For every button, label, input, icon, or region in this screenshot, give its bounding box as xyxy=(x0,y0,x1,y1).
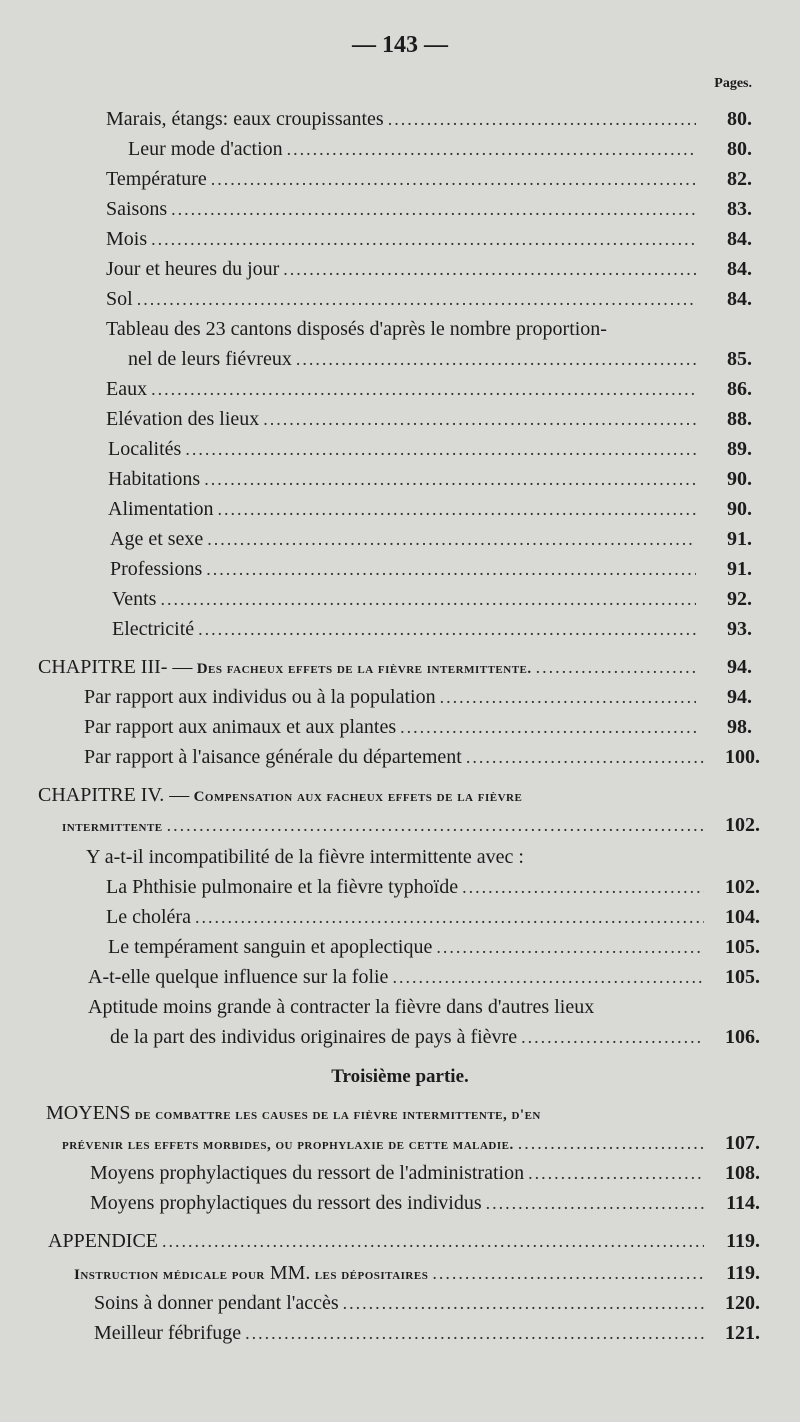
toc-entry-text: MOYENS xyxy=(46,1102,131,1124)
toc-entry xyxy=(106,194,752,224)
toc-entry xyxy=(106,254,752,284)
toc-entry xyxy=(128,344,752,374)
leader-dots xyxy=(204,464,696,494)
toc-entry xyxy=(74,1258,760,1288)
toc-entry-text: Habitations xyxy=(108,468,201,490)
toc-entry-title xyxy=(128,344,292,374)
toc-entry-title xyxy=(86,842,524,872)
leader-dots xyxy=(245,1318,704,1348)
toc-entry xyxy=(46,1098,696,1128)
leader-dots xyxy=(536,652,696,682)
toc-entry-page: 84. xyxy=(727,228,752,250)
toc-entry xyxy=(94,1318,760,1348)
leader-dots xyxy=(162,1226,704,1256)
toc-entry xyxy=(106,872,760,902)
toc-entry-page: 104. xyxy=(725,906,760,928)
toc-entry-smallcaps: Instruction médicale pour xyxy=(74,1267,265,1283)
toc-entry-title xyxy=(88,962,388,992)
toc-entry-page: 93. xyxy=(727,618,752,640)
toc-entry-page: 82. xyxy=(727,168,752,190)
leader-dots xyxy=(432,1258,704,1288)
toc-entry-title xyxy=(106,374,147,404)
toc-entry-text: CHAPITRE IV. — xyxy=(38,784,190,806)
toc-entry-page: 89. xyxy=(727,438,752,460)
toc-entry-text: Eaux xyxy=(106,378,148,400)
leader-dots xyxy=(151,374,696,404)
toc-entry-title xyxy=(106,284,133,314)
toc-entry-text: Saisons xyxy=(106,198,168,220)
toc-entry xyxy=(106,374,752,404)
toc-entry xyxy=(112,614,752,644)
pages-column-label: Pages. xyxy=(714,76,752,91)
leader-dots xyxy=(283,254,696,284)
toc-entry-text: Marais, étangs: eaux croupissantes xyxy=(106,108,384,130)
toc-entry-smallcaps: de combattre les causes de la fièvre intermittente, d'en xyxy=(130,1107,541,1123)
toc-entry-text: Le choléra xyxy=(106,906,191,928)
toc-entry-page: 114. xyxy=(726,1192,760,1214)
toc-entry-title xyxy=(84,682,436,712)
toc-entry-smallcaps: les dépositaires xyxy=(310,1267,429,1283)
toc-entry-title xyxy=(90,1188,482,1218)
toc-entry-title xyxy=(90,1158,524,1188)
toc-entry xyxy=(110,524,752,554)
toc-entry-text: Meilleur fébrifuge xyxy=(94,1322,242,1344)
leader-dots xyxy=(343,1288,704,1318)
toc-entry-title xyxy=(106,224,147,254)
toc-entry-page: 98. xyxy=(727,716,752,738)
toc-entry-page: 83. xyxy=(727,198,752,220)
toc-entry xyxy=(86,842,696,872)
toc-entry-page: 84. xyxy=(727,288,752,310)
leader-dots xyxy=(392,962,704,992)
toc-entry-text: Leur mode d'action xyxy=(128,138,283,160)
toc-entry-title xyxy=(48,1226,158,1256)
toc-entry-smallcaps: Compensation aux facheux effets de la fièvre xyxy=(189,789,523,805)
toc-entry-page: 92. xyxy=(727,588,752,610)
toc-entry-title xyxy=(108,494,214,524)
toc-entry-title xyxy=(38,780,522,812)
toc-entry xyxy=(106,224,752,254)
leader-dots xyxy=(518,1128,704,1158)
toc-entry xyxy=(90,1158,760,1188)
toc-entry-page: 106. xyxy=(725,1026,760,1048)
toc-entry xyxy=(108,464,752,494)
leader-dots xyxy=(486,1188,704,1218)
toc-entry xyxy=(88,992,696,1022)
toc-entry-title xyxy=(94,1288,339,1318)
toc-entry xyxy=(108,494,752,524)
toc-entry-text: Localités xyxy=(108,438,182,460)
toc-entry-title xyxy=(112,584,156,614)
toc-entry-text: Moyens prophylactiques du ressort de l'administration xyxy=(90,1162,525,1184)
leader-dots xyxy=(462,872,704,902)
toc-entry-text: MM. xyxy=(264,1262,311,1284)
toc-entry-page: 108. xyxy=(725,1162,760,1184)
toc-entry-title xyxy=(106,254,279,284)
leader-dots xyxy=(207,524,696,554)
toc-entry-page: 94. xyxy=(727,656,752,678)
toc-entry-page: 105. xyxy=(725,936,760,958)
toc-entry-text: A-t-elle quelque influence sur la folie xyxy=(88,966,389,988)
leader-dots xyxy=(198,614,696,644)
toc-entry-page: 121. xyxy=(725,1322,760,1344)
leader-dots xyxy=(263,404,696,434)
toc-entry-page: 80. xyxy=(727,138,752,160)
toc-entry-title xyxy=(94,1318,241,1348)
toc-entry-text: Mois xyxy=(106,228,148,250)
toc-entry xyxy=(110,554,752,584)
toc-entry-title xyxy=(128,134,283,164)
toc-entry-page: 91. xyxy=(727,528,752,550)
toc-entry-page: 91. xyxy=(727,558,752,580)
toc-entry-title xyxy=(106,902,191,932)
toc-entry xyxy=(112,584,752,614)
toc-entry-text: nel de leurs fiévreux xyxy=(128,348,292,370)
toc-entry-page: 80. xyxy=(727,108,752,130)
leader-dots xyxy=(167,810,704,840)
toc-entry-page: 119. xyxy=(726,1230,760,1252)
toc-entry-page: 107. xyxy=(725,1132,760,1154)
toc-entry-page: 84. xyxy=(727,258,752,280)
toc-entry-title xyxy=(108,932,432,962)
toc-entry-page: 120. xyxy=(725,1292,760,1314)
toc-entry-title xyxy=(110,554,202,584)
toc-entry xyxy=(62,810,760,840)
leader-dots xyxy=(185,434,696,464)
toc-entry-page: 85. xyxy=(727,348,752,370)
toc-entry xyxy=(94,1288,760,1318)
leader-dots xyxy=(466,742,704,772)
toc-entry-page: 100. xyxy=(725,746,760,768)
toc-entry-text: Professions xyxy=(110,558,203,580)
toc-entry-page: 119. xyxy=(726,1262,760,1284)
toc-entry xyxy=(106,164,752,194)
leader-dots xyxy=(137,284,696,314)
toc-entry-page: 88. xyxy=(727,408,752,430)
toc-entry-smallcaps: prévenir les effets morbides, ou prophylaxie de cette maladie. xyxy=(62,1137,514,1153)
leader-dots xyxy=(528,1158,704,1188)
toc-entry-text: Aptitude moins grande à contracter la fièvre dans d'autres lieux xyxy=(88,996,595,1018)
leader-dots xyxy=(521,1022,704,1052)
toc-entry-page: 102. xyxy=(725,876,760,898)
leader-dots xyxy=(218,494,696,524)
toc-entry-text: Par rapport à l'aisance générale du département xyxy=(84,746,462,768)
toc-entry xyxy=(62,1128,760,1158)
toc-entry xyxy=(128,134,752,164)
leader-dots xyxy=(206,554,696,584)
toc-entry-text: Température xyxy=(106,168,207,190)
toc-entry-page: 105. xyxy=(725,966,760,988)
toc-entry-text: Jour et heures du jour xyxy=(106,258,280,280)
toc-entry-text: Moyens prophylactiques du ressort des individus xyxy=(90,1192,482,1214)
toc-entry-title xyxy=(108,464,200,494)
toc-entry xyxy=(48,1226,760,1256)
leader-dots xyxy=(171,194,696,224)
toc-entry-title xyxy=(88,992,594,1022)
toc-entry xyxy=(88,962,760,992)
leader-dots xyxy=(160,584,696,614)
toc-entry-title xyxy=(106,404,259,434)
toc-entry-text: Vents xyxy=(112,588,157,610)
toc-entry-title xyxy=(106,164,207,194)
leader-dots xyxy=(287,134,696,164)
toc-entry xyxy=(106,902,760,932)
toc-entry-title xyxy=(106,104,384,134)
toc-entry-text: Tableau des 23 cantons disposés d'après le nombre proportion- xyxy=(106,318,607,340)
toc-entry xyxy=(106,104,752,134)
toc-entry xyxy=(106,404,752,434)
toc-entry xyxy=(38,652,752,682)
toc-entry-page: 102. xyxy=(725,814,760,836)
toc-entry-title xyxy=(84,742,462,772)
leader-dots xyxy=(151,224,696,254)
toc-entry-title xyxy=(110,1022,517,1052)
leader-dots xyxy=(388,104,696,134)
toc-entry-title xyxy=(110,524,203,554)
toc-entry-smallcaps: intermittente xyxy=(62,819,163,835)
toc-entry xyxy=(84,712,752,742)
toc-entry-text: Par rapport aux individus ou à la population xyxy=(84,686,436,708)
leader-dots xyxy=(440,682,696,712)
toc-entry-page: 90. xyxy=(727,468,752,490)
leader-dots xyxy=(296,344,696,374)
toc-entry-text: Electricité xyxy=(112,618,195,640)
toc-entry xyxy=(106,314,688,344)
toc-entry-title xyxy=(38,652,532,684)
toc-entry-text: Par rapport aux animaux et aux plantes xyxy=(84,716,397,738)
toc-entry-text: Elévation des lieux xyxy=(106,408,260,430)
toc-entry-title xyxy=(106,314,607,344)
toc-entry-text: APPENDICE xyxy=(48,1230,159,1252)
toc-entry-text: Y a-t-il incompatibilité de la fièvre intermittente avec : xyxy=(86,846,524,868)
toc-entry-text: CHAPITRE III- — xyxy=(38,656,193,678)
toc-entry-title xyxy=(106,194,167,224)
toc-entry xyxy=(110,1022,760,1052)
toc-entry-title xyxy=(112,614,194,644)
toc-entry-text: de la part des individus originaires de pays à fièvre xyxy=(110,1026,518,1048)
toc-entry-title xyxy=(46,1098,541,1130)
toc-entry-text: Sol xyxy=(106,288,133,310)
toc-entry-text: Soins à donner pendant l'accès xyxy=(94,1292,339,1314)
toc-entry-title xyxy=(108,434,181,464)
page-number: — 143 — xyxy=(352,32,448,58)
leader-dots xyxy=(436,932,704,962)
leader-dots xyxy=(400,712,696,742)
toc-entry-text: Le tempérament sanguin et apoplectique xyxy=(108,936,433,958)
toc-entry-text: Age et sexe xyxy=(110,528,204,550)
toc-entry-title xyxy=(84,712,396,742)
toc-entry-page: 90. xyxy=(727,498,752,520)
toc-entry-title xyxy=(62,1128,514,1160)
leader-dots xyxy=(211,164,696,194)
toc-entry-page: 94. xyxy=(727,686,752,708)
toc-entry-title xyxy=(106,872,458,902)
toc-entry-text: Alimentation xyxy=(108,498,214,520)
toc-entry xyxy=(108,434,752,464)
toc-entry xyxy=(38,780,696,810)
toc-entry-smallcaps: Des facheux effets de la fièvre intermittente. xyxy=(192,661,532,677)
section-title: Troisième partie. xyxy=(331,1066,469,1087)
toc-entry xyxy=(106,284,752,314)
toc-entry-title xyxy=(74,1258,428,1290)
toc-entry xyxy=(84,742,760,772)
toc-entry-text: La Phthisie pulmonaire et la fièvre typhoïde xyxy=(106,876,459,898)
toc-entry xyxy=(108,932,760,962)
toc-entry xyxy=(84,682,752,712)
toc-entry xyxy=(90,1188,760,1218)
leader-dots xyxy=(195,902,704,932)
toc-entry-page: 86. xyxy=(727,378,752,400)
toc-entry-title xyxy=(62,810,163,842)
